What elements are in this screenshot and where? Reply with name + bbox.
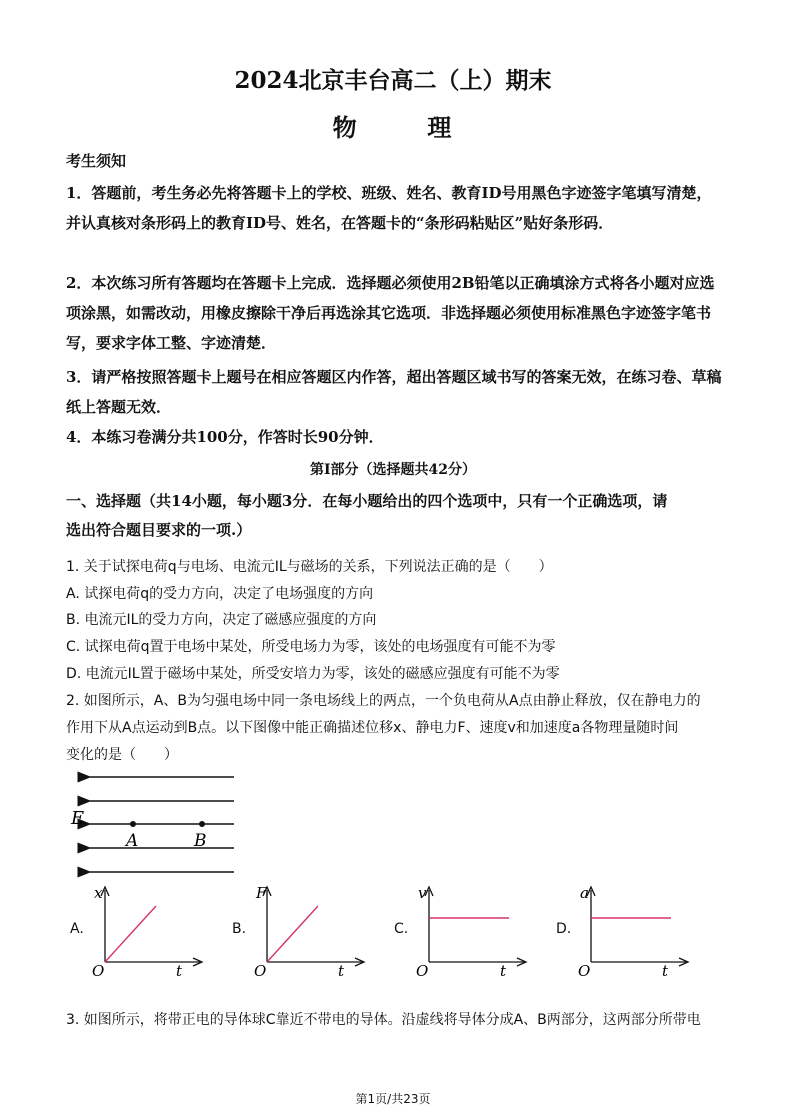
graph-plot — [414, 884, 532, 976]
point-a-dot — [130, 821, 136, 827]
y-axis-label: x — [94, 884, 103, 902]
notice-item-4: 4．本练习卷满分共100分，作答时长90分钟． — [66, 428, 384, 446]
subject-char-2: 理 — [427, 113, 454, 142]
subject-char-1: 物 — [332, 113, 359, 142]
point-a-label: A — [126, 831, 139, 851]
x-axis-label: t — [500, 962, 507, 976]
part-heading-line-1: 一、选择题（共14小题，每小题3分．在每小题给出的四个选项中，只有一个正确选项，请 — [66, 492, 668, 510]
x-axis-label: t — [176, 962, 183, 976]
origin-label: O — [92, 962, 105, 976]
graph-plot — [90, 884, 208, 976]
q1-option-a: A. 试探电荷q的受力方向，决定了电场强度的方向 — [66, 586, 374, 602]
y-axis-label: F — [256, 884, 267, 902]
subject-title — [0, 108, 786, 143]
origin-label: O — [578, 962, 591, 976]
x-axis-label: t — [662, 962, 669, 976]
section-title: 第I部分（选择题共42分） — [309, 462, 477, 478]
graph-option-label: C. — [394, 921, 409, 937]
page-title: 2024北京丰台高二（上）期末 — [234, 67, 552, 94]
q1-stem: 1. 关于试探电荷q与电场、电流元IL与磁场的关系，下列说法正确的是（ ） — [66, 559, 553, 575]
y-axis-label: v — [418, 884, 427, 902]
graph-option-label: D. — [556, 921, 572, 937]
q1-option-b: B. 电流元IL的受力方向，决定了磁感应强度的方向 — [66, 612, 377, 628]
notice-heading: 考生须知 — [66, 152, 127, 170]
notice-item-1: 1．答题前，考生务必先将答题卡上的学校、班级、姓名、教育ID号用黑色字迹签字笔填写清楚，并认真核对条形码上的教育ID号、姓名，在答题卡的“条形码粘贴区”贴好条形码． — [66, 184, 712, 232]
field-label: E — [71, 808, 85, 829]
point-b-dot — [199, 821, 205, 827]
graph-option-label: B. — [232, 921, 247, 937]
q1-option-d: D. 电流元IL置于磁场中某处，所受安培力为零，该处的磁感应强度有可能不为零 — [66, 666, 560, 682]
q2-stem-line-3: 变化的是（ ） — [66, 747, 178, 763]
part-heading-line-2: 选出符合题目要求的一项.） — [66, 521, 252, 539]
origin-label: O — [254, 962, 267, 976]
field-diagram — [66, 768, 246, 880]
y-axis-label: a — [580, 884, 589, 902]
notice-item-2: 2．本次练习所有答题均在答题卡上完成．选择题必须使用2B铅笔以正确填涂方式将各小题对应选项涂黑，如需改动，用橡皮擦除干净后再选涂其它选项．非选择题必须使用标准黑色字迹签字笔书写，要求字体工整、字迹清楚． — [66, 274, 715, 352]
graph-line — [105, 906, 156, 962]
graph-line — [267, 906, 318, 962]
notice-item-3: 3．请严格按照答题卡上题号在相应答题区内作答，超出答题区域书写的答案无效，在练习卷、草稿纸上答题无效． — [66, 368, 722, 416]
point-b-label: B — [194, 831, 207, 851]
q2-stem-line-2: 作用下从A点运动到B点。以下图像中能正确描述位移x、静电力F、速度v和加速度a各物理量随时间 — [66, 720, 679, 736]
q3-stem: 3. 如图所示，将带正电的导体球C靠近不带电的导体。沿虚线将导体分成A、B两部分，这两部分所带电 — [66, 1012, 701, 1028]
graph-plot — [252, 884, 370, 976]
q2-stem-line-1: 2. 如图所示，A、B为匀强电场中同一条电场线上的两点，一个负电荷从A点由静止释放，仅在静电力的 — [66, 693, 701, 709]
page-footer: 第1页/共23页 — [355, 1092, 431, 1106]
q1-option-c: C. 试探电荷q置于电场中某处，所受电场力为零，该处的电场强度有可能不为零 — [66, 639, 556, 655]
origin-label: O — [416, 962, 429, 976]
graph-option-label: A. — [70, 921, 84, 937]
graph-plot — [576, 884, 694, 976]
x-axis-label: t — [338, 962, 345, 976]
